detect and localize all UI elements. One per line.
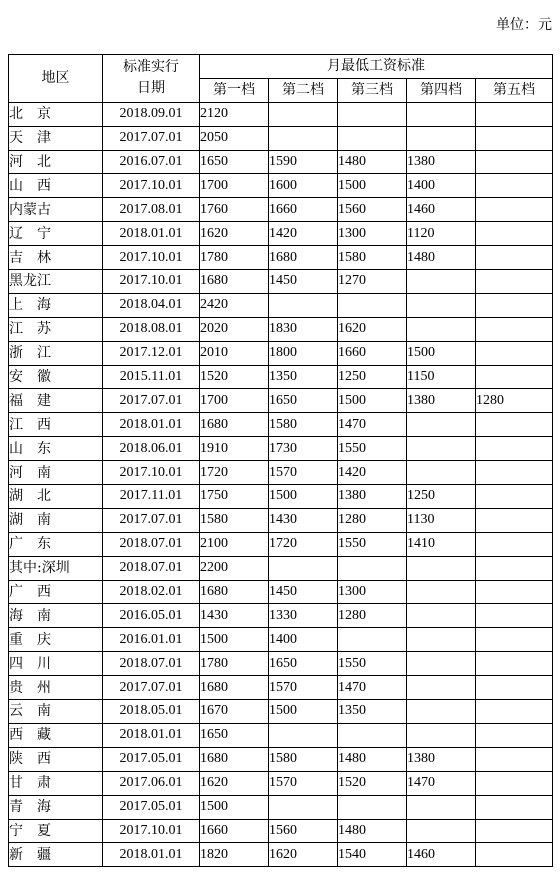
tier-3-cell: 1380 — [338, 485, 407, 509]
tier-3-cell: 1480 — [338, 747, 407, 771]
table-row — [9, 222, 553, 246]
table-row — [9, 270, 553, 294]
tier-1-cell: 2120 — [200, 102, 269, 126]
table-row — [9, 676, 553, 700]
tier-1-cell: 1620 — [200, 771, 269, 795]
tier-2-cell — [269, 723, 338, 747]
tier-3-cell: 1540 — [338, 843, 407, 867]
tier-1-cell: 1680 — [200, 580, 269, 604]
header-wage-group: 月最低工资标准 — [200, 55, 553, 79]
tier-3-cell: 1500 — [338, 174, 407, 198]
tier-5-cell: 1280 — [476, 389, 553, 413]
tier-3-cell: 1470 — [338, 413, 407, 437]
tier-2-cell: 1450 — [269, 580, 338, 604]
region-cell: 上 海 — [9, 293, 103, 317]
tier-4-cell: 1460 — [407, 843, 476, 867]
tier-1-cell: 2420 — [200, 293, 269, 317]
table-header — [9, 55, 553, 103]
tier-4-cell — [407, 628, 476, 652]
header-tier-2: 第二档 — [269, 78, 338, 102]
tier-5-cell — [476, 747, 553, 771]
region-cell: 其中:深圳 — [9, 556, 103, 580]
tier-3-cell: 1300 — [338, 580, 407, 604]
date-cell: 2018.08.01 — [103, 317, 200, 341]
tier-1-cell: 2020 — [200, 317, 269, 341]
date-cell: 2018.01.01 — [103, 723, 200, 747]
tier-4-cell: 1480 — [407, 246, 476, 270]
tier-2-cell — [269, 795, 338, 819]
tier-1-cell: 2010 — [200, 341, 269, 365]
region-cell: 四 川 — [9, 652, 103, 676]
tier-5-cell — [476, 270, 553, 294]
region-cell: 山 西 — [9, 174, 103, 198]
table-row — [9, 413, 553, 437]
tier-1-cell: 1580 — [200, 508, 269, 532]
tier-2-cell — [269, 126, 338, 150]
date-cell: 2016.05.01 — [103, 604, 200, 628]
region-cell: 福 建 — [9, 389, 103, 413]
tier-3-cell: 1280 — [338, 508, 407, 532]
table-row — [9, 819, 553, 843]
date-cell: 2017.07.01 — [103, 508, 200, 532]
tier-2-cell: 1350 — [269, 365, 338, 389]
region-cell: 黑龙江 — [9, 270, 103, 294]
tier-3-cell — [338, 628, 407, 652]
tier-1-cell: 2200 — [200, 556, 269, 580]
tier-4-cell: 1410 — [407, 532, 476, 556]
date-cell: 2018.04.01 — [103, 293, 200, 317]
date-cell: 2018.09.01 — [103, 102, 200, 126]
region-cell: 江 苏 — [9, 317, 103, 341]
table-row — [9, 508, 553, 532]
tier-4-cell: 1250 — [407, 485, 476, 509]
tier-3-cell — [338, 126, 407, 150]
region-cell: 西 藏 — [9, 723, 103, 747]
region-cell: 甘 肃 — [9, 771, 103, 795]
tier-2-cell: 1720 — [269, 532, 338, 556]
tier-1-cell: 2100 — [200, 532, 269, 556]
tier-4-cell — [407, 556, 476, 580]
table-row — [9, 843, 553, 867]
region-cell: 安 徽 — [9, 365, 103, 389]
date-cell: 2017.10.01 — [103, 270, 200, 294]
table-row — [9, 532, 553, 556]
tier-5-cell — [476, 795, 553, 819]
date-cell: 2015.11.01 — [103, 365, 200, 389]
tier-5-cell — [476, 771, 553, 795]
table-row — [9, 437, 553, 461]
table-row — [9, 795, 553, 819]
region-cell: 陕 西 — [9, 747, 103, 771]
tier-2-cell: 1420 — [269, 222, 338, 246]
region-cell: 湖 北 — [9, 485, 103, 509]
tier-1-cell: 1680 — [200, 270, 269, 294]
tier-4-cell — [407, 437, 476, 461]
tier-2-cell — [269, 556, 338, 580]
tier-2-cell: 1590 — [269, 150, 338, 174]
region-cell: 青 海 — [9, 795, 103, 819]
region-cell: 山 东 — [9, 437, 103, 461]
header-date-line2: 日期 — [137, 80, 165, 97]
tier-5-cell — [476, 700, 553, 724]
tier-5-cell — [476, 604, 553, 628]
tier-5-cell — [476, 246, 553, 270]
tier-4-cell: 1380 — [407, 389, 476, 413]
tier-4-cell — [407, 819, 476, 843]
region-cell: 内蒙古 — [9, 198, 103, 222]
region-cell: 河 北 — [9, 150, 103, 174]
tier-4-cell — [407, 126, 476, 150]
tier-2-cell: 1650 — [269, 389, 338, 413]
tier-1-cell: 1670 — [200, 700, 269, 724]
table-row — [9, 126, 553, 150]
date-cell: 2017.12.01 — [103, 341, 200, 365]
table-row — [9, 317, 553, 341]
tier-4-cell — [407, 317, 476, 341]
tier-1-cell: 1650 — [200, 150, 269, 174]
tier-3-cell: 1270 — [338, 270, 407, 294]
table-row — [9, 174, 553, 198]
tier-5-cell — [476, 198, 553, 222]
tier-2-cell: 1730 — [269, 437, 338, 461]
header-tier-4: 第四档 — [407, 78, 476, 102]
table-row — [9, 723, 553, 747]
tier-5-cell — [476, 532, 553, 556]
tier-1-cell: 2050 — [200, 126, 269, 150]
tier-3-cell: 1250 — [338, 365, 407, 389]
region-cell: 新 疆 — [9, 843, 103, 867]
tier-3-cell: 1280 — [338, 604, 407, 628]
tier-5-cell — [476, 580, 553, 604]
date-cell: 2018.07.01 — [103, 556, 200, 580]
region-cell: 浙 江 — [9, 341, 103, 365]
region-cell: 江 西 — [9, 413, 103, 437]
tier-1-cell: 1500 — [200, 628, 269, 652]
tier-2-cell: 1600 — [269, 174, 338, 198]
tier-2-cell: 1660 — [269, 198, 338, 222]
tier-5-cell — [476, 341, 553, 365]
tier-2-cell: 1580 — [269, 747, 338, 771]
minimum-wage-table — [8, 54, 553, 867]
date-cell: 2017.11.01 — [103, 485, 200, 509]
tier-2-cell: 1570 — [269, 461, 338, 485]
header-region: 地区 — [9, 55, 103, 103]
date-cell: 2017.06.01 — [103, 771, 200, 795]
tier-1-cell: 1780 — [200, 246, 269, 270]
tier-4-cell: 1470 — [407, 771, 476, 795]
header-tier-1: 第一档 — [200, 78, 269, 102]
tier-5-cell — [476, 819, 553, 843]
tier-1-cell: 1500 — [200, 795, 269, 819]
tier-3-cell — [338, 102, 407, 126]
tier-3-cell: 1480 — [338, 150, 407, 174]
date-cell: 2017.10.01 — [103, 174, 200, 198]
table-row — [9, 389, 553, 413]
tier-1-cell: 1430 — [200, 604, 269, 628]
tier-5-cell — [476, 222, 553, 246]
table-row — [9, 150, 553, 174]
tier-3-cell: 1520 — [338, 771, 407, 795]
tier-3-cell: 1420 — [338, 461, 407, 485]
tier-3-cell — [338, 293, 407, 317]
tier-2-cell: 1570 — [269, 771, 338, 795]
tier-1-cell: 1680 — [200, 747, 269, 771]
date-cell: 2017.08.01 — [103, 198, 200, 222]
tier-5-cell — [476, 174, 553, 198]
date-cell: 2018.07.01 — [103, 652, 200, 676]
tier-4-cell: 1380 — [407, 150, 476, 174]
tier-3-cell: 1350 — [338, 700, 407, 724]
tier-3-cell: 1560 — [338, 198, 407, 222]
tier-5-cell — [476, 485, 553, 509]
table-row — [9, 652, 553, 676]
table-row — [9, 604, 553, 628]
tier-2-cell — [269, 293, 338, 317]
table-row — [9, 747, 553, 771]
tier-3-cell: 1580 — [338, 246, 407, 270]
tier-3-cell: 1550 — [338, 652, 407, 676]
tier-3-cell — [338, 723, 407, 747]
tier-2-cell — [269, 102, 338, 126]
tier-4-cell — [407, 580, 476, 604]
table-row — [9, 556, 553, 580]
tier-1-cell: 1750 — [200, 485, 269, 509]
tier-2-cell: 1680 — [269, 246, 338, 270]
tier-5-cell — [476, 676, 553, 700]
tier-2-cell: 1500 — [269, 485, 338, 509]
header-date — [103, 55, 200, 103]
region-cell: 河 南 — [9, 461, 103, 485]
region-cell: 宁 夏 — [9, 819, 103, 843]
tier-2-cell: 1560 — [269, 819, 338, 843]
tier-5-cell — [476, 437, 553, 461]
tier-3-cell: 1480 — [338, 819, 407, 843]
table-row — [9, 365, 553, 389]
table-row — [9, 246, 553, 270]
date-cell: 2018.07.01 — [103, 532, 200, 556]
tier-1-cell: 1700 — [200, 174, 269, 198]
tier-1-cell: 1680 — [200, 676, 269, 700]
table-row — [9, 628, 553, 652]
table-row — [9, 102, 553, 126]
tier-5-cell — [476, 508, 553, 532]
region-cell: 广 东 — [9, 532, 103, 556]
tier-1-cell: 1700 — [200, 389, 269, 413]
tier-1-cell: 1650 — [200, 723, 269, 747]
tier-4-cell — [407, 102, 476, 126]
date-cell: 2018.05.01 — [103, 700, 200, 724]
region-cell: 北 京 — [9, 102, 103, 126]
header-tier-3: 第三档 — [338, 78, 407, 102]
table-row — [9, 293, 553, 317]
tier-2-cell: 1650 — [269, 652, 338, 676]
tier-2-cell: 1430 — [269, 508, 338, 532]
tier-3-cell: 1300 — [338, 222, 407, 246]
tier-4-cell — [407, 700, 476, 724]
table-body — [9, 102, 553, 867]
region-cell: 云 南 — [9, 700, 103, 724]
tier-3-cell: 1660 — [338, 341, 407, 365]
tier-4-cell: 1460 — [407, 198, 476, 222]
tier-1-cell: 1680 — [200, 413, 269, 437]
tier-2-cell: 1580 — [269, 413, 338, 437]
tier-1-cell: 1520 — [200, 365, 269, 389]
region-cell: 吉 林 — [9, 246, 103, 270]
table-row — [9, 771, 553, 795]
date-cell: 2017.05.01 — [103, 747, 200, 771]
tier-4-cell — [407, 293, 476, 317]
tier-5-cell — [476, 461, 553, 485]
date-cell: 2017.07.01 — [103, 126, 200, 150]
table-row — [9, 485, 553, 509]
region-cell: 广 西 — [9, 580, 103, 604]
tier-4-cell — [407, 270, 476, 294]
header-date-line1: 标准实行 — [123, 59, 179, 76]
table-row — [9, 461, 553, 485]
tier-4-cell — [407, 676, 476, 700]
tier-4-cell: 1150 — [407, 365, 476, 389]
tier-4-cell: 1500 — [407, 341, 476, 365]
tier-5-cell — [476, 126, 553, 150]
tier-5-cell — [476, 317, 553, 341]
tier-4-cell: 1130 — [407, 508, 476, 532]
tier-2-cell: 1800 — [269, 341, 338, 365]
region-cell: 重 庆 — [9, 628, 103, 652]
tier-2-cell: 1500 — [269, 700, 338, 724]
tier-5-cell — [476, 293, 553, 317]
region-cell: 湖 南 — [9, 508, 103, 532]
date-cell: 2018.02.01 — [103, 580, 200, 604]
tier-4-cell — [407, 413, 476, 437]
tier-4-cell — [407, 604, 476, 628]
table-row — [9, 341, 553, 365]
region-cell: 海 南 — [9, 604, 103, 628]
date-cell: 2018.01.01 — [103, 843, 200, 867]
tier-1-cell: 1820 — [200, 843, 269, 867]
tier-5-cell — [476, 413, 553, 437]
date-cell: 2016.07.01 — [103, 150, 200, 174]
tier-3-cell: 1470 — [338, 676, 407, 700]
tier-5-cell — [476, 556, 553, 580]
date-cell: 2017.10.01 — [103, 461, 200, 485]
date-cell: 2017.05.01 — [103, 795, 200, 819]
tier-3-cell — [338, 795, 407, 819]
tier-2-cell: 1570 — [269, 676, 338, 700]
tier-4-cell: 1120 — [407, 222, 476, 246]
header-tier-5: 第五档 — [476, 78, 553, 102]
tier-1-cell: 1660 — [200, 819, 269, 843]
tier-3-cell — [338, 556, 407, 580]
tier-3-cell: 1620 — [338, 317, 407, 341]
tier-4-cell — [407, 795, 476, 819]
region-cell: 贵 州 — [9, 676, 103, 700]
tier-1-cell: 1910 — [200, 437, 269, 461]
date-cell: 2017.10.01 — [103, 246, 200, 270]
date-cell: 2017.10.01 — [103, 819, 200, 843]
tier-2-cell: 1620 — [269, 843, 338, 867]
tier-2-cell: 1400 — [269, 628, 338, 652]
date-cell: 2018.01.01 — [103, 222, 200, 246]
date-cell: 2017.07.01 — [103, 676, 200, 700]
table-row — [9, 580, 553, 604]
table-row — [9, 700, 553, 724]
tier-5-cell — [476, 652, 553, 676]
date-cell: 2017.07.01 — [103, 389, 200, 413]
tier-5-cell — [476, 723, 553, 747]
tier-1-cell: 1620 — [200, 222, 269, 246]
tier-2-cell: 1830 — [269, 317, 338, 341]
tier-5-cell — [476, 150, 553, 174]
tier-4-cell: 1380 — [407, 747, 476, 771]
tier-3-cell: 1550 — [338, 532, 407, 556]
unit-label: 单位：元 — [496, 17, 552, 33]
region-cell: 辽 宁 — [9, 222, 103, 246]
tier-4-cell — [407, 723, 476, 747]
tier-5-cell — [476, 102, 553, 126]
tier-2-cell: 1450 — [269, 270, 338, 294]
tier-4-cell — [407, 461, 476, 485]
tier-1-cell: 1760 — [200, 198, 269, 222]
tier-5-cell — [476, 843, 553, 867]
tier-1-cell: 1720 — [200, 461, 269, 485]
date-cell: 2016.01.01 — [103, 628, 200, 652]
table-row — [9, 198, 553, 222]
tier-1-cell: 1780 — [200, 652, 269, 676]
tier-4-cell — [407, 652, 476, 676]
tier-5-cell — [476, 365, 553, 389]
date-cell: 2018.06.01 — [103, 437, 200, 461]
tier-4-cell: 1400 — [407, 174, 476, 198]
date-cell: 2018.01.01 — [103, 413, 200, 437]
region-cell: 天 津 — [9, 126, 103, 150]
tier-2-cell: 1330 — [269, 604, 338, 628]
tier-3-cell: 1550 — [338, 437, 407, 461]
tier-3-cell: 1500 — [338, 389, 407, 413]
tier-5-cell — [476, 628, 553, 652]
